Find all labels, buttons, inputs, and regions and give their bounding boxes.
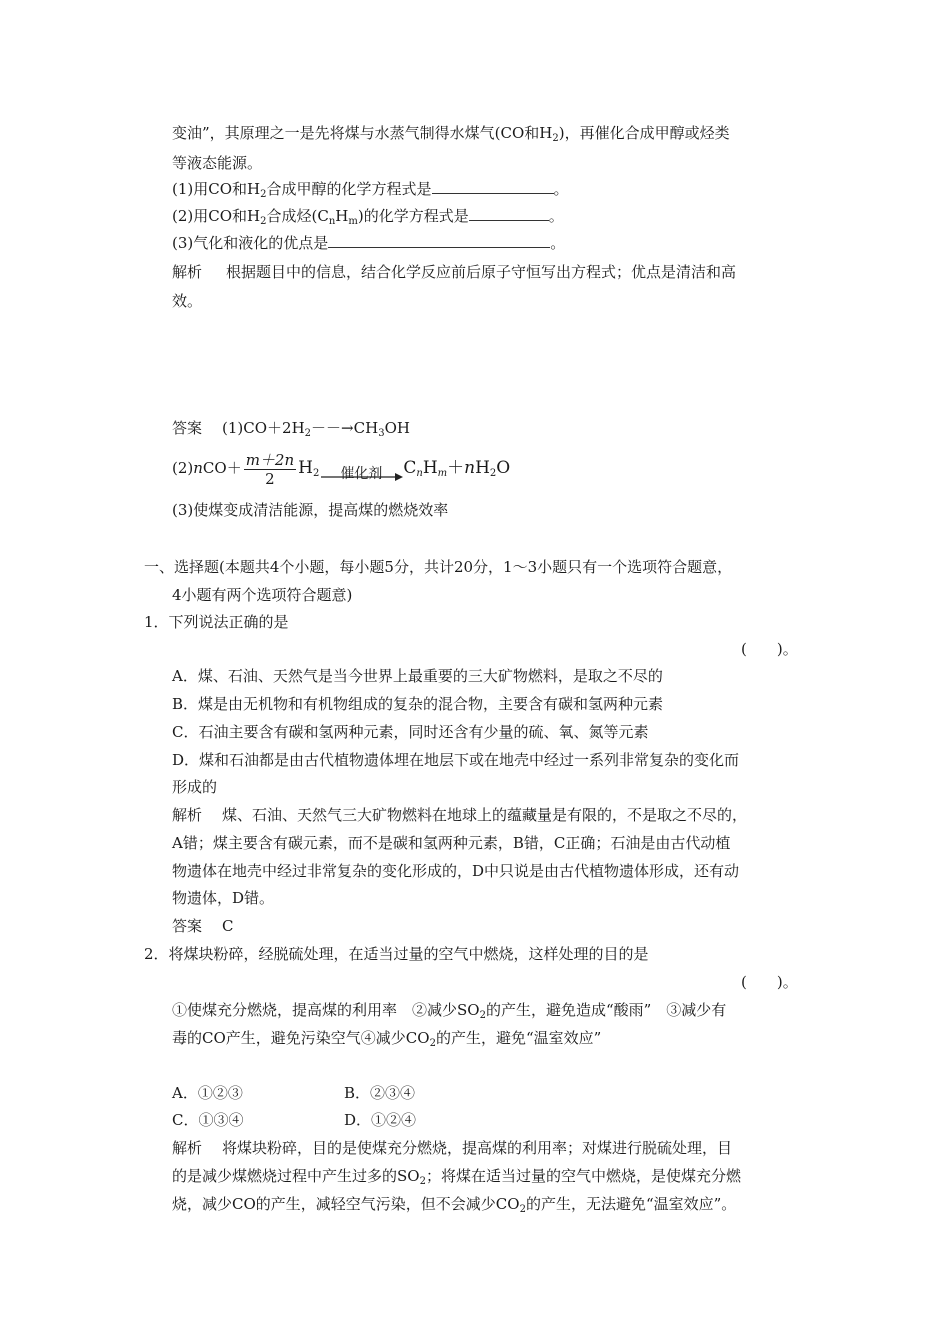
- text: C．①③④: [172, 1111, 244, 1129]
- subscript: 2: [260, 189, 267, 200]
- question-3-blank: [172, 233, 565, 253]
- q2-analysis-1: [172, 1138, 732, 1158]
- subscript: 2: [552, 133, 559, 144]
- text: O: [496, 458, 511, 478]
- answer-blank[interactable]: [432, 179, 554, 194]
- fraction: [244, 451, 296, 488]
- subscript: 2: [489, 468, 497, 479]
- intro-analysis-1: [172, 262, 736, 282]
- intro-analysis-2: [172, 291, 202, 311]
- q1-option-a[interactable]: [172, 666, 663, 686]
- q1-option-b[interactable]: [172, 694, 663, 714]
- text: 效。: [172, 292, 203, 310]
- q2-analysis-2: [172, 1166, 741, 1186]
- answer-label: 答案: [172, 917, 203, 935]
- q2-option-c[interactable]: [172, 1110, 243, 1130]
- text: 物遗体，D错。: [172, 889, 275, 907]
- text: 的产生，避免造成“酸雨” ③减少有: [485, 1001, 727, 1019]
- answer-label: 答案: [172, 419, 203, 437]
- question-1-blank: [172, 179, 569, 199]
- subscript: m: [348, 216, 358, 227]
- text: 物遗体在地壳中经过非常复杂的变化形成的，D中只说是由古代植物遗体形成，还有动: [172, 862, 740, 880]
- q1-analysis-4: [172, 888, 274, 908]
- text: H: [298, 458, 313, 478]
- subscript: 2: [260, 216, 267, 227]
- subscript: 2: [312, 468, 320, 479]
- text: 2．将煤块粉碎，经脱硫处理，在适当过量的空气中燃烧，这样处理的目的是: [144, 945, 649, 963]
- subscript: 2: [419, 1176, 426, 1187]
- math-var: n: [193, 459, 203, 477]
- text: A．煤、石油、天然气是当今世界上最重要的三大矿物燃料，是取之不尽的: [172, 667, 663, 685]
- text: ( )。: [741, 640, 798, 658]
- q2-answer-bracket[interactable]: [741, 972, 798, 992]
- intro-line-1: [172, 123, 730, 143]
- subscript: n: [416, 468, 423, 479]
- text: )，再催化合成甲醇或烃类: [558, 124, 730, 142]
- text: 变油”，其原理之一是先将煤与水蒸气制得水煤气(CO和H: [172, 124, 553, 142]
- q1-answer-bracket[interactable]: [741, 639, 798, 659]
- text: 的产生，无法避免“温室效应”。: [525, 1195, 737, 1213]
- text: 根据题目中的信息，结合化学反应前后原子守恒写出方程式；优点是清洁和高: [226, 263, 737, 281]
- intro-answer-1: [172, 418, 410, 438]
- text: 一、选择题(本题共4个小题，每小题5分，共计20分，1～3小题只有一个选项符合题意，: [144, 558, 733, 576]
- text: (1)用CO和H: [172, 180, 261, 198]
- text: 。: [548, 207, 564, 225]
- q1-stem: [144, 612, 289, 632]
- text: 等液态能源。: [172, 154, 263, 172]
- text: 4小题有两个选项符合题意): [172, 586, 353, 604]
- text: )的化学方程式是: [357, 207, 469, 225]
- text: 的产生，避免“温室效应”: [435, 1029, 602, 1047]
- q1-analysis-3: [172, 861, 739, 881]
- text: H: [422, 458, 438, 478]
- text: B．②③④: [344, 1084, 416, 1102]
- fraction-numerator: m＋2n: [245, 450, 295, 469]
- q2-option-b[interactable]: [344, 1083, 415, 1103]
- text: D．煤和石油都是由古代植物遗体埋在地层下或在地壳中经过一系列非常复杂的变化而: [172, 751, 740, 769]
- text: (1)CO＋2H: [222, 419, 305, 437]
- text: 煤、石油、天然气三大矿物燃料在地球上的蕴藏量是有限的，不是取之不尽的，: [222, 806, 748, 824]
- text: 形成的: [172, 778, 218, 796]
- subscript: m: [437, 468, 448, 479]
- q2-stem: [144, 944, 649, 964]
- text: 合成烃(C: [266, 207, 329, 225]
- text: 毒的CO产生，避免污染空气④减少CO: [172, 1029, 430, 1047]
- text: ；将煤在适当过量的空气中燃烧，是使煤充分燃: [425, 1167, 741, 1185]
- text: (3)气化和液化的优点是: [172, 234, 329, 252]
- text: D．①②④: [344, 1111, 417, 1129]
- section-heading-line-2: [172, 585, 352, 605]
- section-heading-line-1: [144, 557, 732, 577]
- text: B．煤是由无机物和有机物组成的复杂的混合物，主要含有碳和氢两种元素: [172, 695, 664, 713]
- text: A错；煤主要含有碳元素，而不是碳和氢两种元素，B错，C正确；石油是由古代动植: [172, 834, 731, 852]
- catalyst-label: 催化剂: [340, 466, 383, 482]
- text: H: [475, 458, 490, 478]
- text: (2)用CO和H: [172, 207, 261, 225]
- intro-line-2: [172, 153, 262, 173]
- answer-blank[interactable]: [469, 206, 549, 221]
- analysis-label: 解析: [172, 263, 203, 281]
- q1-option-d-cont: [172, 777, 217, 797]
- text: 烧，减少CO的产生，减轻空气污染，但不会减少CO: [172, 1195, 520, 1213]
- q2-option-d[interactable]: [344, 1110, 416, 1130]
- answer-blank[interactable]: [328, 233, 550, 248]
- analysis-label: 解析: [172, 806, 203, 824]
- text: OH: [384, 419, 410, 437]
- text: A．①②③: [172, 1084, 243, 1102]
- intro-answer-3: [172, 500, 448, 520]
- fraction-denominator: 2: [265, 469, 275, 488]
- text: (3)使煤变成清洁能源，提高煤的燃烧效率: [172, 501, 449, 519]
- text: C．石油主要含有碳和氢两种元素，同时还含有少量的硫、氧、氮等元素: [172, 723, 649, 741]
- analysis-label: 解析: [172, 1139, 203, 1157]
- subscript: 2: [479, 1010, 486, 1021]
- text: C: [403, 458, 417, 478]
- text: 合成甲醇的化学方程式是: [266, 180, 432, 198]
- text: (2): [172, 459, 194, 477]
- subscript: 3: [378, 428, 385, 439]
- text: －－→CH: [311, 419, 379, 437]
- subscript: 2: [429, 1038, 436, 1049]
- text: 将煤块粉碎，目的是使煤充分燃烧，提高煤的利用率；对煤进行脱硫处理，目: [222, 1139, 733, 1157]
- text: 1．下列说法正确的是: [144, 613, 289, 631]
- q2-analysis-3: [172, 1194, 736, 1214]
- text: 。: [550, 234, 566, 252]
- q2-option-a[interactable]: [172, 1083, 243, 1103]
- q1-analysis-2: [172, 833, 730, 853]
- text: ＋: [447, 458, 465, 478]
- q1-answer: [172, 916, 234, 936]
- q2-choices-2: [172, 1028, 601, 1048]
- q2-choices-1: [172, 1000, 726, 1020]
- q1-option-d[interactable]: [172, 750, 739, 770]
- q1-option-c[interactable]: [172, 722, 648, 742]
- text: CO＋: [202, 459, 242, 477]
- intro-answer-2-equation: [172, 448, 510, 492]
- reaction-arrow: [319, 456, 403, 482]
- subscript: 2: [304, 428, 312, 439]
- arrow-icon: [319, 472, 403, 482]
- text: H: [335, 207, 349, 225]
- text: 的是减少煤燃烧过程中产生过多的SO: [172, 1167, 420, 1185]
- q1-analysis-1: [172, 805, 747, 825]
- text: ( )。: [741, 973, 798, 991]
- math-var: n: [464, 458, 476, 478]
- question-2-blank: [172, 206, 564, 226]
- answer-value: C: [222, 917, 234, 935]
- subscript: n: [328, 216, 336, 227]
- text: ①使煤充分燃烧，提高煤的利用率 ②减少SO: [172, 1001, 480, 1019]
- text: 。: [553, 180, 569, 198]
- subscript: 2: [519, 1204, 526, 1215]
